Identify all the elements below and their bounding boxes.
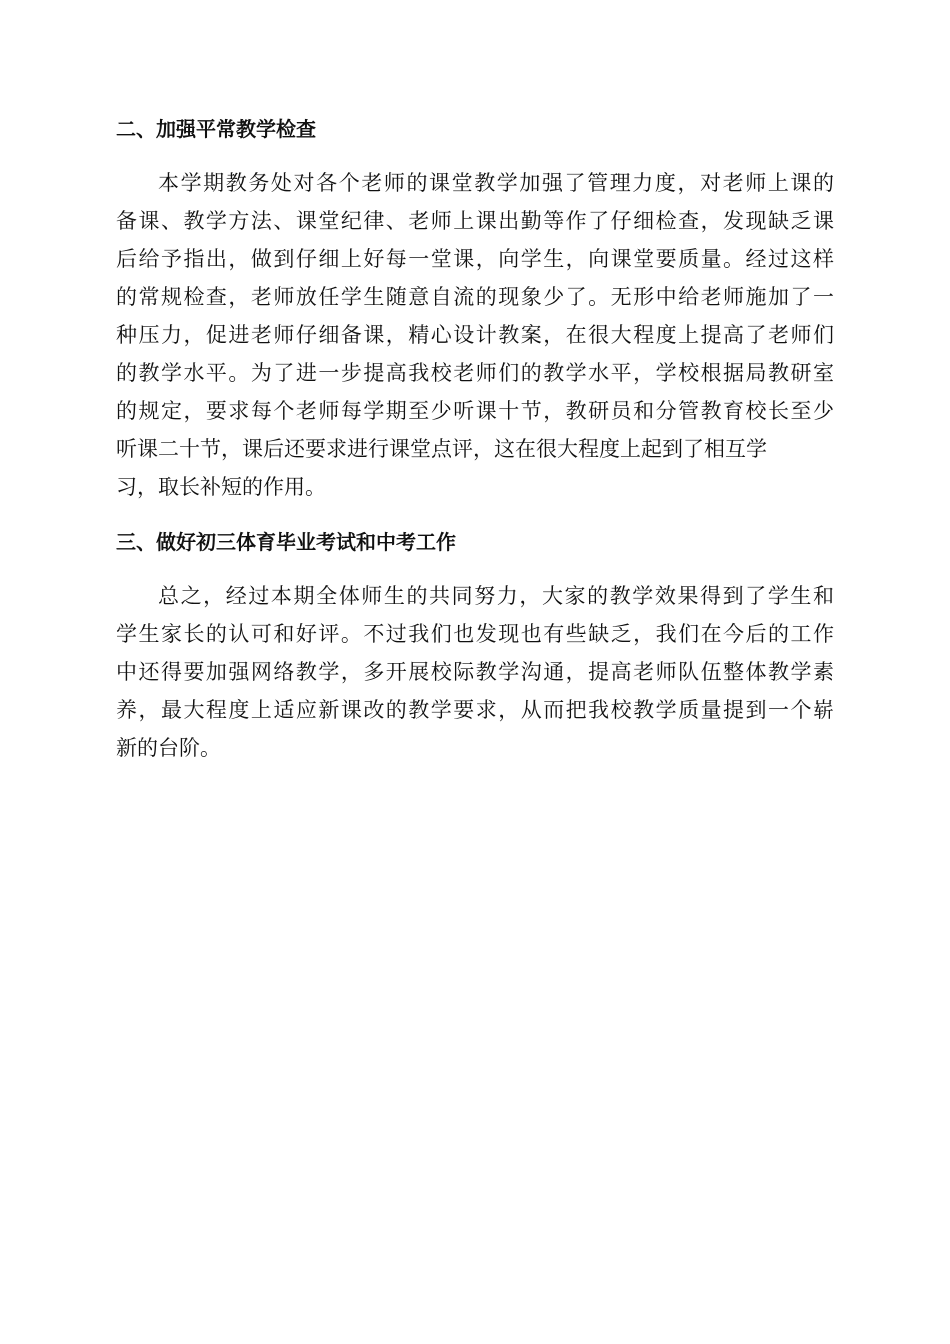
section-3-paragraph xyxy=(116,577,834,767)
section-heading-3: 三、做好初三体育毕业考试和中考工作 xyxy=(116,530,456,554)
paragraph-line: 中还得要加强网络教学，多开展校际教学沟通，提高老师队伍整体教学素 xyxy=(116,660,834,684)
section-2-paragraph xyxy=(116,164,834,506)
paragraph-line: 后给予指出，做到仔细上好每一堂课，向学生，向课堂要质量。经过这样 xyxy=(116,247,834,271)
paragraph-line: 的常规检查，老师放任学生随意自流的现象少了。无形中给老师施加了一 xyxy=(116,285,834,309)
paragraph-line: 学生家长的认可和好评。不过我们也发现也有些缺乏，我们在今后的工作 xyxy=(116,622,834,646)
paragraph-line: 总之，经过本期全体师生的共同努力，大家的教学效果得到了学生和 xyxy=(158,584,834,608)
section-heading-2: 二、加强平常教学检查 xyxy=(116,117,316,141)
paragraph-line: 备课、教学方法、课堂纪律、老师上课出勤等作了仔细检查，发现缺乏课 xyxy=(116,209,834,233)
paragraph-line: 听课二十节，课后还要求进行课堂点评，这在很大程度上起到了相互学 xyxy=(116,437,767,461)
document-body xyxy=(116,110,834,767)
paragraph-line: 的规定，要求每个老师每学期至少听课十节，教研员和分管教育校长至少 xyxy=(116,399,834,423)
paragraph-line: 养，最大程度上适应新课改的教学要求，从而把我校教学质量提到一个崭 xyxy=(116,698,834,722)
paragraph-line: 的教学水平。为了进一步提高我校老师们的教学水平，学校根据局教研室 xyxy=(116,361,834,385)
paragraph-line: 本学期教务处对各个老师的课堂教学加强了管理力度，对老师上课的 xyxy=(158,171,834,195)
paragraph-line: 新的台阶。 xyxy=(116,736,221,760)
paragraph-line: 习，取长补短的作用。 xyxy=(116,475,326,499)
paragraph-line: 种压力，促进老师仔细备课，精心设计教案，在很大程度上提高了老师们 xyxy=(116,323,834,347)
